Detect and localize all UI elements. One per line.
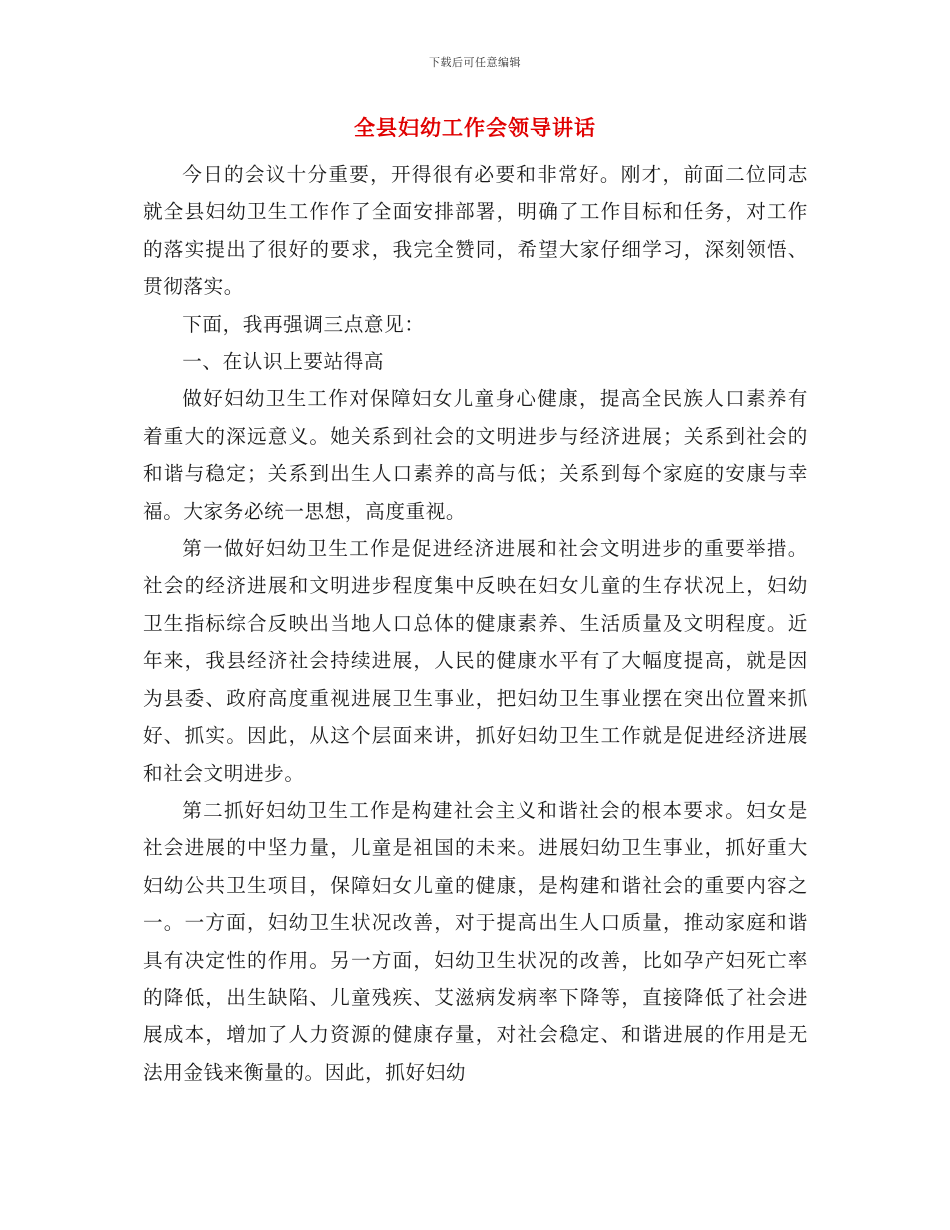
header-note: 下载后可任意编辑	[429, 56, 521, 69]
paragraph: 第二抓好妇幼卫生工作是构建社会主义和谐社会的根本要求。妇女是社会进展的中坚力量，儿童是祖国的未来。进展妇幼卫生事业，抓好重大妇幼公共卫生项目，保障妇女儿童的健康，是构建和谐社会的重要内容之一。一方面，妇幼卫生状况改善，对于提高出生人口质量，推动家庭和谐具有决定性的作用。另一方面，妇幼卫生状况的改善，比如孕产妇死亡率的降低，出生缺陷、儿童残疾、艾滋病发病率下降等，直接降低了社会进展成本，增加了人力资源的健康存量，对社会稳定、和谐进展的作用是无法用金钱来衡量的。因此，抓好妇幼	[143, 798, 808, 1084]
paragraph: 第一做好妇幼卫生工作是促进经济进展和社会文明进步的重要举措。社会的经济进展和文明进步程度集中反映在妇女儿童的生存状况上，妇幼卫生指标综合反映出当地人口总体的健康素养、生活质量及文明程度。近年来，我县经济社会持续进展，人民的健康水平有了大幅度提高，就是因为县委、政府高度重视进展卫生事业，把妇幼卫生事业摆在突出位置来抓好、抓实。因此，从这个层面来讲，抓好妇幼卫生工作就是促进经济进展和社会文明进步。	[143, 537, 808, 785]
paragraph: 今日的会议十分重要，开得很有必要和非常好。刚才，前面二位同志就全县妇幼卫生工作作了全面安排部署，明确了工作目标和任务，对工作的落实提出了很好的要求，我完全赞同，希望大家仔细学习，深刻领悟、贯彻落实。	[143, 163, 808, 299]
document-title: 全县妇幼工作会领导讲话	[354, 116, 596, 140]
document-body	[143, 156, 808, 1091]
paragraph: 下面，我再强调三点意见：	[182, 312, 425, 336]
paragraph: 做好妇幼卫生工作对保障妇女儿童身心健康，提高全民族人口素养有着重大的深远意义。她关系到社会的文明进步与经济进展；关系到社会的和谐与稳定；关系到出生人口素养的高与低；关系到每个家庭的安康与幸福。大家务必统一思想，高度重视。	[143, 387, 808, 523]
section-heading: 一、在认识上要站得高	[182, 350, 385, 374]
